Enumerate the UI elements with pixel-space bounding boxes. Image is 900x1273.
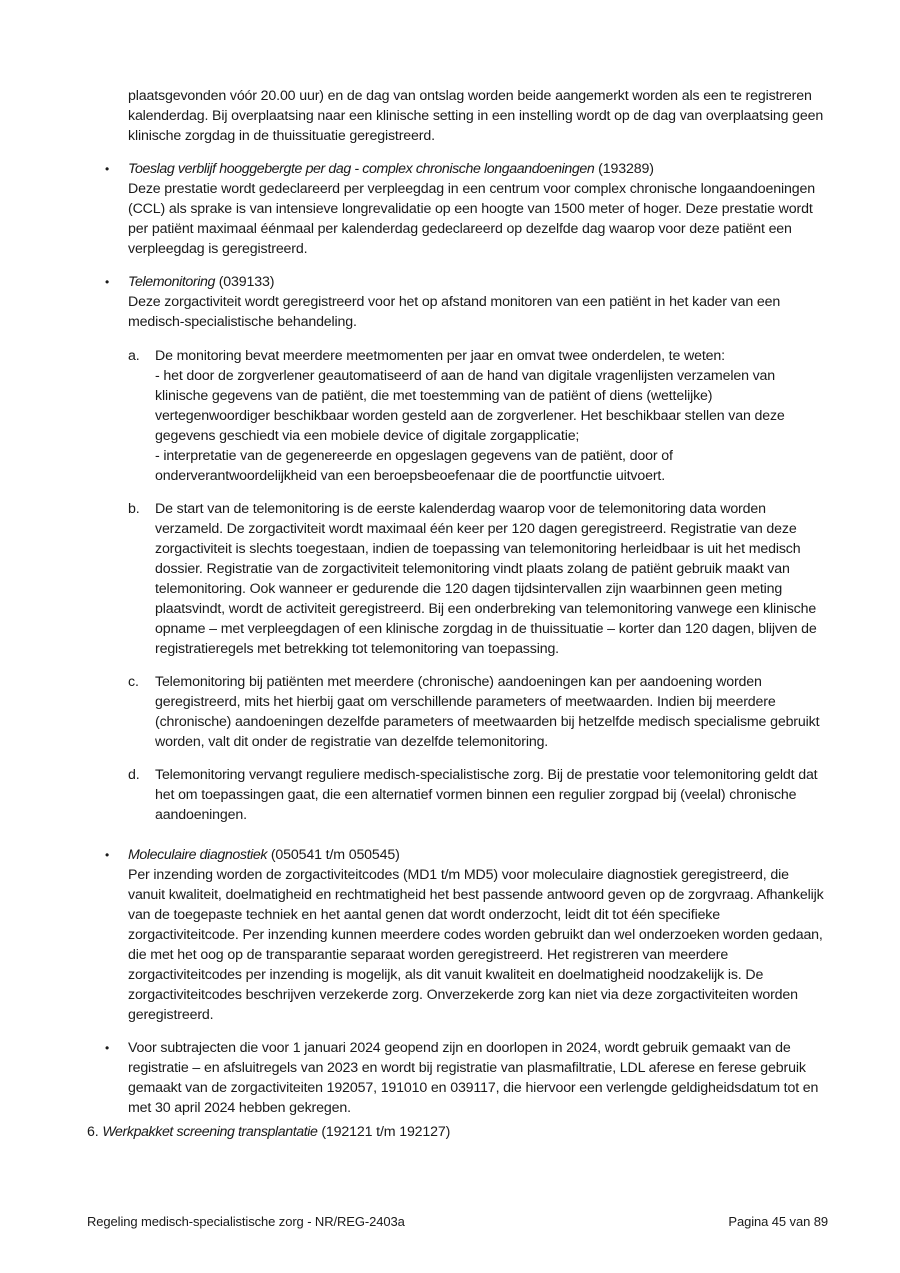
subitem-line: De start van de telemonitoring is de eerste kalenderdag waarop voor de telemonitoring data worden verzameld. De zorgactiviteit wordt maximaal één keer per 120 dagen geregistreerd. Registratie van deze zorgactiviteit is slechts toegestaan, indien de toepassing van telemonitoring herleidbaar is uit het medisch dossier. Registratie van de zorgactiviteit telemonitoring vindt plaats zolang de patiënt gebruik maakt van telemonitoring. Ook wanneer er gedurende die 120 dagen tijdsintervallen zijn waarbinnen geen meting plaatsvindt, wordt de activiteit geregistreerd. Bij een onderbreking van telemonitoring vanwege een klinische opname – met verpleegdagen of een klinische zorgdag in de thuissituatie – korter dan 120 dagen, blijven de registratieregels met betrekking tot telemonitoring van toepassing. (155, 501, 817, 657)
bullet-title: Toeslag verblijf hooggebergte per dag - complex chronische longaandoeningen (128, 161, 595, 177)
footer-document-title: Regeling medisch-specialistische zorg - NR/REG-2403a (87, 1214, 405, 1229)
bullet-body: Voor subtrajecten die voor 1 januari 2024 geopend zijn en doorlopen in 2024, wordt gebruik gemaakt van de registratie – en afsluitregels van 2023 en wordt bij registratie van plasmafiltratie, LDL aferese en ferese gebruik gemaakt van de zorgactiviteiten 192057, 191010 en 039117, die hiervoor een verlengde geldigheidsdatum tot en met 30 april 2024 hebben gekregen. (128, 1040, 819, 1116)
subitem-letter: a. (128, 348, 140, 364)
footer-page-number: Pagina 45 van 89 (728, 1214, 828, 1229)
subitem-line: Telemonitoring vervangt reguliere medisch-specialistische zorg. Bij de prestatie voor telemonitoring geldt dat het om toepassingen gaat, die een alternatief vormen binnen een regulier zorgpad bij (veelal) chronische aandoeningen. (155, 767, 818, 823)
bullet-item-moleculaire-diagnostiek (104, 845, 828, 1025)
subitem-line: Telemonitoring bij patiënten met meerdere (chronische) aandoeningen kan per aandoening worden geregistreerd, mits het hierbij gaat om verschillende parameters of meetwaarden. Indien bij meerdere (chronische) aandoeningen dezelfde parameters of meetwaarden bij hetzelfde medisch specialisme gebruikt worden, valt dit onder de registratie van dezelfde telemonitoring. (155, 674, 820, 750)
bullet-icon: • (104, 1041, 110, 1055)
bullet-code: (193289) (594, 161, 654, 177)
bullet-icon: • (104, 275, 110, 289)
subitem-line: De monitoring bevat meerdere meetmomenten per jaar en omvat twee onderdelen, te weten: (155, 348, 725, 364)
page-footer (87, 1212, 828, 1232)
bullet-title: Moleculaire diagnostiek (128, 847, 268, 863)
section-number: 6. (87, 1124, 103, 1140)
page-content (104, 86, 828, 1131)
bullet-title-line (128, 845, 828, 865)
bullet-title: Telemonitoring (128, 274, 215, 290)
section-code: (192121 t/m 192127) (317, 1124, 451, 1140)
bullet-icon: • (104, 162, 110, 176)
section-heading (87, 1122, 450, 1142)
subitem-letter: d. (128, 767, 140, 783)
bullet-body: Deze zorgactiviteit wordt geregistreerd voor het op afstand monitoren van een patiënt in het kader van een medisch-specialistische behandeling. (128, 294, 781, 330)
telemonitoring-sublist (128, 346, 828, 825)
continuation-paragraph: plaatsgevonden vóór 20.00 uur) en de dag van ontslag worden beide aangemerkt worden als een te registreren kalenderdag. Bij overplaatsing naar een klinische setting in een instelling wordt op de dag van overplaatsing geen klinische zorgdag in de thuissituatie geregistreerd. (128, 88, 824, 144)
bullet-code: (050541 t/m 050545) (267, 847, 400, 863)
bullet-item-telemonitoring (104, 272, 828, 825)
bullet-title-line (128, 272, 828, 292)
subitem-b (128, 499, 828, 659)
subitem-letter: c. (128, 674, 139, 690)
section-title: Werkpakket screening transplantatie (102, 1124, 318, 1140)
bullet-item-toeslag-hooggebergte (104, 159, 828, 259)
bullet-body: Per inzending worden de zorgactiviteitcodes (MD1 t/m MD5) voor moleculaire diagnostiek geregistreerd, die vanuit kwaliteit, doelmatigheid en rechtmatigheid het best passende antwoord geven op de zorgvraag. Afhankelijk van de toegepaste techniek en het aantal genen dat wordt onderzocht, leidt dit tot één specifieke zorgactiviteitcode. Per inzending kunnen meerdere codes worden gebruikt dan wel onderzoeken worden gedaan, die met het oog op de transparantie separaat worden geregistreerd. Het registreren van meerdere zorgactiviteitcodes per inzending is mogelijk, als dit vanuit kwaliteit en doelmatigheid noodzakelijk is. De zorgactiviteitcodes beschrijven verzekerde zorg. Onverzekerde zorg kan niet via deze zorgactiviteiten worden geregistreerd. (128, 867, 824, 1023)
bullet-icon: • (104, 848, 110, 862)
subitem-d (128, 765, 828, 825)
subitem-c (128, 672, 828, 752)
subitem-line: - interpretatie van de gegenereerde en opgeslagen gegevens van de patiënt, door of onderverantwoordelijkheid van een beroepsbeoefenaar die de poortfunctie uitvoert. (155, 448, 673, 484)
bullet-code: (039133) (214, 274, 275, 290)
subitem-letter: b. (128, 501, 140, 517)
bullet-item-subtrajecten (104, 1038, 828, 1118)
bullet-title-line (128, 159, 828, 179)
bullet-body: Deze prestatie wordt gedeclareerd per verpleegdag in een centrum voor complex chronische longaandoeningen (CCL) als sprake is van intensieve longrevalidatie op een hoogte van 1500 meter of hoger. Deze prestatie wordt per patiënt maximaal éénmaal per kalenderdag gedeclareerd op dezelfde dag waarop voor deze patiënt een verpleegdag is geregistreerd. (128, 181, 815, 257)
subitem-a (128, 346, 828, 486)
subitem-line: - het door de zorgverlener geautomatiseerd of aan de hand van digitale vragenlijsten verzamelen van klinische gegevens van de patiënt, die met toestemming van de patiënt of diens (wettelijke) vertegenwoordiger beschikbaar worden gesteld aan de zorgverlener. Het beschikbaar stellen van deze gegevens geschiedt via een mobiele device of digitale zorgapplicatie; (155, 368, 785, 444)
